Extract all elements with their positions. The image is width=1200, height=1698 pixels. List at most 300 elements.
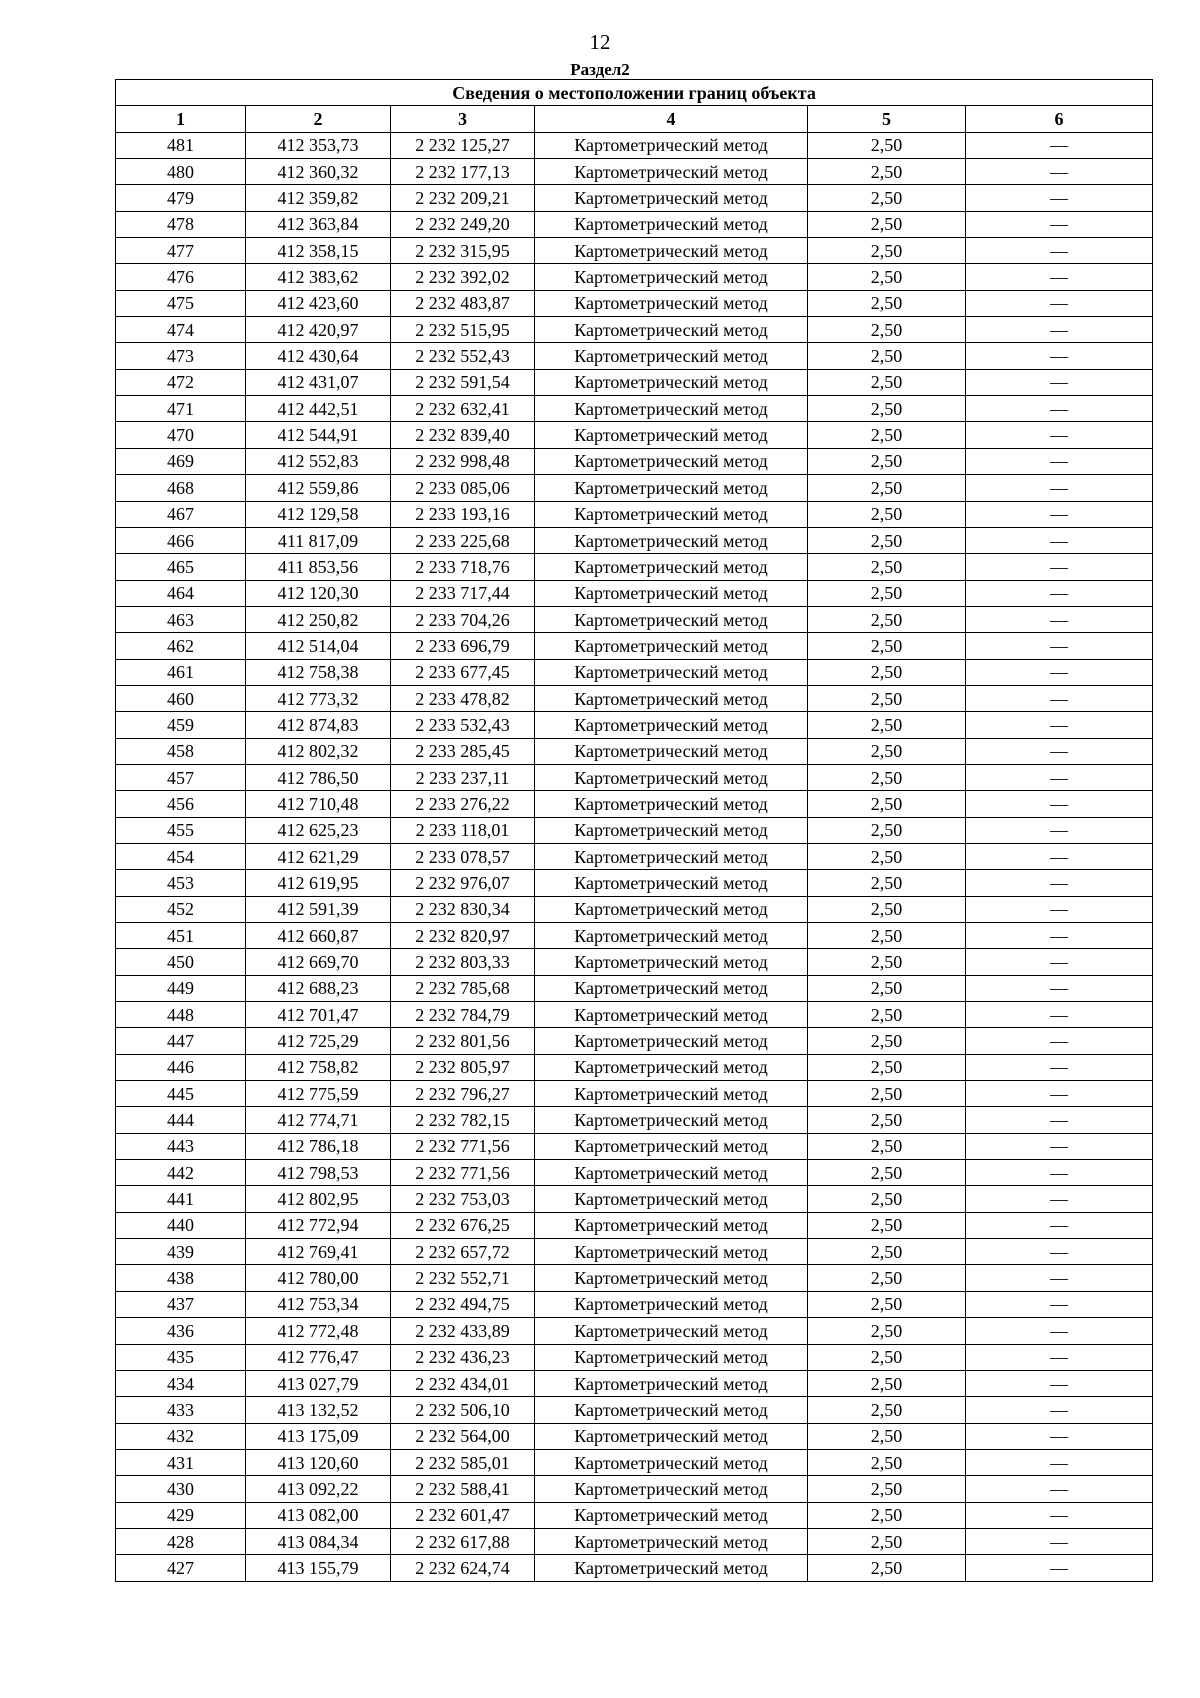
- point-number-cell: 453: [116, 870, 246, 896]
- accuracy-cell: 2,50: [808, 1318, 966, 1344]
- table-row: [116, 343, 1153, 369]
- table-row: [116, 949, 1153, 975]
- y-coordinate-cell: 2 232 820,97: [391, 923, 535, 949]
- point-number-cell: 480: [116, 159, 246, 185]
- table-row: [116, 580, 1153, 606]
- point-number-cell: 451: [116, 923, 246, 949]
- x-coordinate-cell: 412 710,48: [246, 791, 391, 817]
- x-coordinate-cell: 412 358,15: [246, 238, 391, 264]
- table-row: [116, 422, 1153, 448]
- y-coordinate-cell: 2 232 805,97: [391, 1054, 535, 1080]
- x-coordinate-cell: 412 129,58: [246, 501, 391, 527]
- method-cell: Картометрический метод: [535, 448, 808, 474]
- method-cell: Картометрический метод: [535, 1081, 808, 1107]
- column-header: 1: [116, 106, 246, 132]
- point-number-cell: 455: [116, 817, 246, 843]
- accuracy-cell: 2,50: [808, 317, 966, 343]
- table-row: [116, 185, 1153, 211]
- accuracy-cell: 2,50: [808, 1397, 966, 1423]
- description-cell: —: [966, 1449, 1153, 1475]
- point-number-cell: 446: [116, 1054, 246, 1080]
- x-coordinate-cell: 412 769,41: [246, 1239, 391, 1265]
- y-coordinate-cell: 2 232 657,72: [391, 1239, 535, 1265]
- point-number-cell: 447: [116, 1028, 246, 1054]
- y-coordinate-cell: 2 232 830,34: [391, 896, 535, 922]
- method-cell: Картометрический метод: [535, 1160, 808, 1186]
- table-row: [116, 1318, 1153, 1344]
- method-cell: Картометрический метод: [535, 1528, 808, 1554]
- accuracy-cell: 2,50: [808, 1186, 966, 1212]
- table-row: [116, 264, 1153, 290]
- description-cell: —: [966, 923, 1153, 949]
- y-coordinate-cell: 2 232 601,47: [391, 1502, 535, 1528]
- y-coordinate-cell: 2 233 696,79: [391, 633, 535, 659]
- description-cell: —: [966, 475, 1153, 501]
- x-coordinate-cell: 413 082,00: [246, 1502, 391, 1528]
- point-number-cell: 443: [116, 1133, 246, 1159]
- table-row: [116, 396, 1153, 422]
- point-number-cell: 459: [116, 712, 246, 738]
- x-coordinate-cell: 412 775,59: [246, 1081, 391, 1107]
- point-number-cell: 460: [116, 685, 246, 711]
- description-cell: —: [966, 685, 1153, 711]
- point-number-cell: 441: [116, 1186, 246, 1212]
- description-cell: —: [966, 501, 1153, 527]
- description-cell: —: [966, 1528, 1153, 1554]
- y-coordinate-cell: 2 232 209,21: [391, 185, 535, 211]
- y-coordinate-cell: 2 232 801,56: [391, 1028, 535, 1054]
- method-cell: Картометрический метод: [535, 791, 808, 817]
- x-coordinate-cell: 412 423,60: [246, 290, 391, 316]
- method-cell: Картометрический метод: [535, 185, 808, 211]
- x-coordinate-cell: 412 619,95: [246, 870, 391, 896]
- point-number-cell: 470: [116, 422, 246, 448]
- table-row: [116, 1423, 1153, 1449]
- table-row: [116, 1449, 1153, 1475]
- method-cell: Картометрический метод: [535, 1212, 808, 1238]
- description-cell: —: [966, 1133, 1153, 1159]
- x-coordinate-cell: 411 853,56: [246, 554, 391, 580]
- point-number-cell: 449: [116, 975, 246, 1001]
- x-coordinate-cell: 413 132,52: [246, 1397, 391, 1423]
- point-number-cell: 474: [116, 317, 246, 343]
- description-cell: —: [966, 1555, 1153, 1581]
- description-cell: —: [966, 817, 1153, 843]
- point-number-cell: 435: [116, 1344, 246, 1370]
- method-cell: Картометрический метод: [535, 264, 808, 290]
- table-row: [116, 896, 1153, 922]
- accuracy-cell: 2,50: [808, 791, 966, 817]
- method-cell: Картометрический метод: [535, 343, 808, 369]
- y-coordinate-cell: 2 232 771,56: [391, 1160, 535, 1186]
- y-coordinate-cell: 2 232 782,15: [391, 1107, 535, 1133]
- accuracy-cell: 2,50: [808, 422, 966, 448]
- x-coordinate-cell: 413 175,09: [246, 1423, 391, 1449]
- method-cell: Картометрический метод: [535, 1002, 808, 1028]
- description-cell: —: [966, 1502, 1153, 1528]
- method-cell: Картометрический метод: [535, 369, 808, 395]
- y-coordinate-cell: 2 233 677,45: [391, 659, 535, 685]
- point-number-cell: 436: [116, 1318, 246, 1344]
- method-cell: Картометрический метод: [535, 211, 808, 237]
- point-number-cell: 458: [116, 738, 246, 764]
- y-coordinate-cell: 2 232 436,23: [391, 1344, 535, 1370]
- y-coordinate-cell: 2 232 249,20: [391, 211, 535, 237]
- y-coordinate-cell: 2 233 237,11: [391, 764, 535, 790]
- table-row: [116, 659, 1153, 685]
- method-cell: Картометрический метод: [535, 685, 808, 711]
- method-cell: Картометрический метод: [535, 843, 808, 869]
- method-cell: Картометрический метод: [535, 1555, 808, 1581]
- description-cell: —: [966, 159, 1153, 185]
- point-number-cell: 456: [116, 791, 246, 817]
- accuracy-cell: 2,50: [808, 949, 966, 975]
- y-coordinate-cell: 2 232 785,68: [391, 975, 535, 1001]
- y-coordinate-cell: 2 232 433,89: [391, 1318, 535, 1344]
- x-coordinate-cell: 412 786,18: [246, 1133, 391, 1159]
- table-row: [116, 1212, 1153, 1238]
- point-number-cell: 438: [116, 1265, 246, 1291]
- table-row: [116, 1344, 1153, 1370]
- accuracy-cell: 2,50: [808, 159, 966, 185]
- point-number-cell: 433: [116, 1397, 246, 1423]
- description-cell: —: [966, 343, 1153, 369]
- description-cell: —: [966, 1002, 1153, 1028]
- description-cell: —: [966, 1318, 1153, 1344]
- accuracy-cell: 2,50: [808, 712, 966, 738]
- y-coordinate-cell: 2 232 976,07: [391, 870, 535, 896]
- point-number-cell: 466: [116, 527, 246, 553]
- accuracy-cell: 2,50: [808, 685, 966, 711]
- table-row: [116, 1107, 1153, 1133]
- x-coordinate-cell: 412 353,73: [246, 132, 391, 158]
- description-cell: —: [966, 1054, 1153, 1080]
- table-row: [116, 738, 1153, 764]
- accuracy-cell: 2,50: [808, 1370, 966, 1396]
- accuracy-cell: 2,50: [808, 264, 966, 290]
- description-cell: —: [966, 764, 1153, 790]
- y-coordinate-cell: 2 233 717,44: [391, 580, 535, 606]
- x-coordinate-cell: 412 669,70: [246, 949, 391, 975]
- x-coordinate-cell: 412 772,94: [246, 1212, 391, 1238]
- x-coordinate-cell: 412 798,53: [246, 1160, 391, 1186]
- table-row: [116, 923, 1153, 949]
- description-cell: —: [966, 1028, 1153, 1054]
- point-number-cell: 429: [116, 1502, 246, 1528]
- y-coordinate-cell: 2 233 118,01: [391, 817, 535, 843]
- description-cell: —: [966, 1370, 1153, 1396]
- x-coordinate-cell: 412 431,07: [246, 369, 391, 395]
- table-row: [116, 712, 1153, 738]
- description-cell: —: [966, 659, 1153, 685]
- point-number-cell: 445: [116, 1081, 246, 1107]
- method-cell: Картометрический метод: [535, 1476, 808, 1502]
- y-coordinate-cell: 2 233 718,76: [391, 554, 535, 580]
- point-number-cell: 465: [116, 554, 246, 580]
- description-cell: —: [966, 369, 1153, 395]
- x-coordinate-cell: 413 092,22: [246, 1476, 391, 1502]
- point-number-cell: 440: [116, 1212, 246, 1238]
- description-cell: —: [966, 738, 1153, 764]
- method-cell: Картометрический метод: [535, 1318, 808, 1344]
- table-row: [116, 1002, 1153, 1028]
- accuracy-cell: 2,50: [808, 1265, 966, 1291]
- column-header: 5: [808, 106, 966, 132]
- table-row: [116, 685, 1153, 711]
- x-coordinate-cell: 412 559,86: [246, 475, 391, 501]
- table-row: [116, 1133, 1153, 1159]
- point-number-cell: 434: [116, 1370, 246, 1396]
- method-cell: Картометрический метод: [535, 870, 808, 896]
- table-row: [116, 317, 1153, 343]
- description-cell: —: [966, 712, 1153, 738]
- table-row: [116, 764, 1153, 790]
- point-number-cell: 468: [116, 475, 246, 501]
- accuracy-cell: 2,50: [808, 580, 966, 606]
- accuracy-cell: 2,50: [808, 1133, 966, 1159]
- y-coordinate-cell: 2 233 532,43: [391, 712, 535, 738]
- method-cell: Картометрический метод: [535, 1186, 808, 1212]
- point-number-cell: 444: [116, 1107, 246, 1133]
- accuracy-cell: 2,50: [808, 738, 966, 764]
- y-coordinate-cell: 2 232 771,56: [391, 1133, 535, 1159]
- method-cell: Картометрический метод: [535, 527, 808, 553]
- table-row: [116, 475, 1153, 501]
- accuracy-cell: 2,50: [808, 1054, 966, 1080]
- method-cell: Картометрический метод: [535, 764, 808, 790]
- y-coordinate-cell: 2 232 624,74: [391, 1555, 535, 1581]
- accuracy-cell: 2,50: [808, 290, 966, 316]
- point-number-cell: 473: [116, 343, 246, 369]
- page-number: 12: [589, 30, 611, 54]
- table-row: [116, 1528, 1153, 1554]
- description-cell: —: [966, 132, 1153, 158]
- x-coordinate-cell: 412 420,97: [246, 317, 391, 343]
- y-coordinate-cell: 2 232 434,01: [391, 1370, 535, 1396]
- x-coordinate-cell: 412 544,91: [246, 422, 391, 448]
- description-cell: —: [966, 870, 1153, 896]
- accuracy-cell: 2,50: [808, 923, 966, 949]
- description-cell: —: [966, 1212, 1153, 1238]
- description-cell: —: [966, 606, 1153, 632]
- point-number-cell: 478: [116, 211, 246, 237]
- method-cell: Картометрический метод: [535, 817, 808, 843]
- method-cell: Картометрический метод: [535, 1028, 808, 1054]
- y-coordinate-cell: 2 232 753,03: [391, 1186, 535, 1212]
- table-row: [116, 1081, 1153, 1107]
- description-cell: —: [966, 1397, 1153, 1423]
- description-cell: —: [966, 843, 1153, 869]
- accuracy-cell: 2,50: [808, 1239, 966, 1265]
- table-row: [116, 1476, 1153, 1502]
- accuracy-cell: 2,50: [808, 870, 966, 896]
- y-coordinate-cell: 2 233 704,26: [391, 606, 535, 632]
- accuracy-cell: 2,50: [808, 343, 966, 369]
- y-coordinate-cell: 2 232 392,02: [391, 264, 535, 290]
- method-cell: Картометрический метод: [535, 1054, 808, 1080]
- y-coordinate-cell: 2 232 617,88: [391, 1528, 535, 1554]
- point-number-cell: 442: [116, 1160, 246, 1186]
- table-row: [116, 1028, 1153, 1054]
- x-coordinate-cell: 412 701,47: [246, 1002, 391, 1028]
- x-coordinate-cell: 412 360,32: [246, 159, 391, 185]
- point-number-cell: 479: [116, 185, 246, 211]
- description-cell: —: [966, 633, 1153, 659]
- description-cell: —: [966, 290, 1153, 316]
- method-cell: Картометрический метод: [535, 606, 808, 632]
- accuracy-cell: 2,50: [808, 843, 966, 869]
- point-number-cell: 467: [116, 501, 246, 527]
- x-coordinate-cell: 412 774,71: [246, 1107, 391, 1133]
- method-cell: Картометрический метод: [535, 554, 808, 580]
- table-row: [116, 633, 1153, 659]
- accuracy-cell: 2,50: [808, 896, 966, 922]
- point-number-cell: 475: [116, 290, 246, 316]
- method-cell: Картометрический метод: [535, 1423, 808, 1449]
- accuracy-cell: 2,50: [808, 1028, 966, 1054]
- y-coordinate-cell: 2 232 676,25: [391, 1212, 535, 1238]
- point-number-cell: 463: [116, 606, 246, 632]
- method-cell: Картометрический метод: [535, 712, 808, 738]
- accuracy-cell: 2,50: [808, 211, 966, 237]
- description-cell: —: [966, 211, 1153, 237]
- description-cell: —: [966, 975, 1153, 1001]
- accuracy-cell: 2,50: [808, 606, 966, 632]
- y-coordinate-cell: 2 232 483,87: [391, 290, 535, 316]
- x-coordinate-cell: 413 027,79: [246, 1370, 391, 1396]
- x-coordinate-cell: 412 514,04: [246, 633, 391, 659]
- point-number-cell: 430: [116, 1476, 246, 1502]
- y-coordinate-cell: 2 232 796,27: [391, 1081, 535, 1107]
- method-cell: Картометрический метод: [535, 1133, 808, 1159]
- accuracy-cell: 2,50: [808, 1212, 966, 1238]
- x-coordinate-cell: 412 786,50: [246, 764, 391, 790]
- description-cell: —: [966, 1291, 1153, 1317]
- method-cell: Картометрический метод: [535, 1449, 808, 1475]
- table-row: [116, 870, 1153, 896]
- description-cell: —: [966, 238, 1153, 264]
- accuracy-cell: 2,50: [808, 1502, 966, 1528]
- table-row: [116, 527, 1153, 553]
- table-row: [116, 1502, 1153, 1528]
- table-caption: Сведения о местоположении границ объекта: [116, 80, 1153, 106]
- x-coordinate-cell: 412 660,87: [246, 923, 391, 949]
- point-number-cell: 437: [116, 1291, 246, 1317]
- y-coordinate-cell: 2 232 515,95: [391, 317, 535, 343]
- y-coordinate-cell: 2 232 494,75: [391, 1291, 535, 1317]
- method-cell: Картометрический метод: [535, 975, 808, 1001]
- x-coordinate-cell: 412 359,82: [246, 185, 391, 211]
- description-cell: —: [966, 1239, 1153, 1265]
- accuracy-cell: 2,50: [808, 1002, 966, 1028]
- table-row: [116, 132, 1153, 158]
- description-cell: —: [966, 422, 1153, 448]
- table-row: [116, 1239, 1153, 1265]
- y-coordinate-cell: 2 232 803,33: [391, 949, 535, 975]
- point-number-cell: 464: [116, 580, 246, 606]
- y-coordinate-cell: 2 233 276,22: [391, 791, 535, 817]
- accuracy-cell: 2,50: [808, 1449, 966, 1475]
- x-coordinate-cell: 413 155,79: [246, 1555, 391, 1581]
- table-row: [116, 1370, 1153, 1396]
- x-coordinate-cell: 412 772,48: [246, 1318, 391, 1344]
- table-caption-row: [116, 80, 1153, 106]
- table-row: [116, 843, 1153, 869]
- x-coordinate-cell: 412 430,64: [246, 343, 391, 369]
- y-coordinate-cell: 2 232 588,41: [391, 1476, 535, 1502]
- table-row: [116, 448, 1153, 474]
- method-cell: Картометрический метод: [535, 633, 808, 659]
- method-cell: Картометрический метод: [535, 132, 808, 158]
- table-row: [116, 1054, 1153, 1080]
- method-cell: Картометрический метод: [535, 1107, 808, 1133]
- description-cell: —: [966, 317, 1153, 343]
- accuracy-cell: 2,50: [808, 501, 966, 527]
- table-row: [116, 606, 1153, 632]
- method-cell: Картометрический метод: [535, 1265, 808, 1291]
- y-coordinate-cell: 2 233 085,06: [391, 475, 535, 501]
- method-cell: Картометрический метод: [535, 1239, 808, 1265]
- y-coordinate-cell: 2 232 177,13: [391, 159, 535, 185]
- accuracy-cell: 2,50: [808, 1423, 966, 1449]
- x-coordinate-cell: 411 817,09: [246, 527, 391, 553]
- method-cell: Картометрический метод: [535, 659, 808, 685]
- method-cell: Картометрический метод: [535, 422, 808, 448]
- description-cell: —: [966, 1476, 1153, 1502]
- y-coordinate-cell: 2 233 478,82: [391, 685, 535, 711]
- method-cell: Картометрический метод: [535, 238, 808, 264]
- point-number-cell: 454: [116, 843, 246, 869]
- x-coordinate-cell: 412 802,32: [246, 738, 391, 764]
- description-cell: —: [966, 264, 1153, 290]
- boundary-coordinates-table: [115, 79, 1153, 1582]
- y-coordinate-cell: 2 232 632,41: [391, 396, 535, 422]
- table-row: [116, 1397, 1153, 1423]
- x-coordinate-cell: 413 084,34: [246, 1528, 391, 1554]
- accuracy-cell: 2,50: [808, 659, 966, 685]
- table-row: [116, 159, 1153, 185]
- description-cell: —: [966, 527, 1153, 553]
- accuracy-cell: 2,50: [808, 764, 966, 790]
- table-row: [116, 290, 1153, 316]
- description-cell: —: [966, 185, 1153, 211]
- method-cell: Картометрический метод: [535, 290, 808, 316]
- column-header: 6: [966, 106, 1153, 132]
- method-cell: Картометрический метод: [535, 949, 808, 975]
- point-number-cell: 471: [116, 396, 246, 422]
- y-coordinate-cell: 2 233 225,68: [391, 527, 535, 553]
- y-coordinate-cell: 2 232 585,01: [391, 1449, 535, 1475]
- y-coordinate-cell: 2 232 125,27: [391, 132, 535, 158]
- accuracy-cell: 2,50: [808, 475, 966, 501]
- table-row: [116, 211, 1153, 237]
- method-cell: Картометрический метод: [535, 396, 808, 422]
- table-row: [116, 238, 1153, 264]
- accuracy-cell: 2,50: [808, 1160, 966, 1186]
- accuracy-cell: 2,50: [808, 1107, 966, 1133]
- column-header: 2: [246, 106, 391, 132]
- x-coordinate-cell: 412 874,83: [246, 712, 391, 738]
- x-coordinate-cell: 412 363,84: [246, 211, 391, 237]
- description-cell: —: [966, 791, 1153, 817]
- accuracy-cell: 2,50: [808, 1291, 966, 1317]
- point-number-cell: 472: [116, 369, 246, 395]
- section-title: Раздел2: [570, 60, 630, 79]
- description-cell: —: [966, 554, 1153, 580]
- x-coordinate-cell: 412 780,00: [246, 1265, 391, 1291]
- description-cell: —: [966, 1107, 1153, 1133]
- x-coordinate-cell: 412 120,30: [246, 580, 391, 606]
